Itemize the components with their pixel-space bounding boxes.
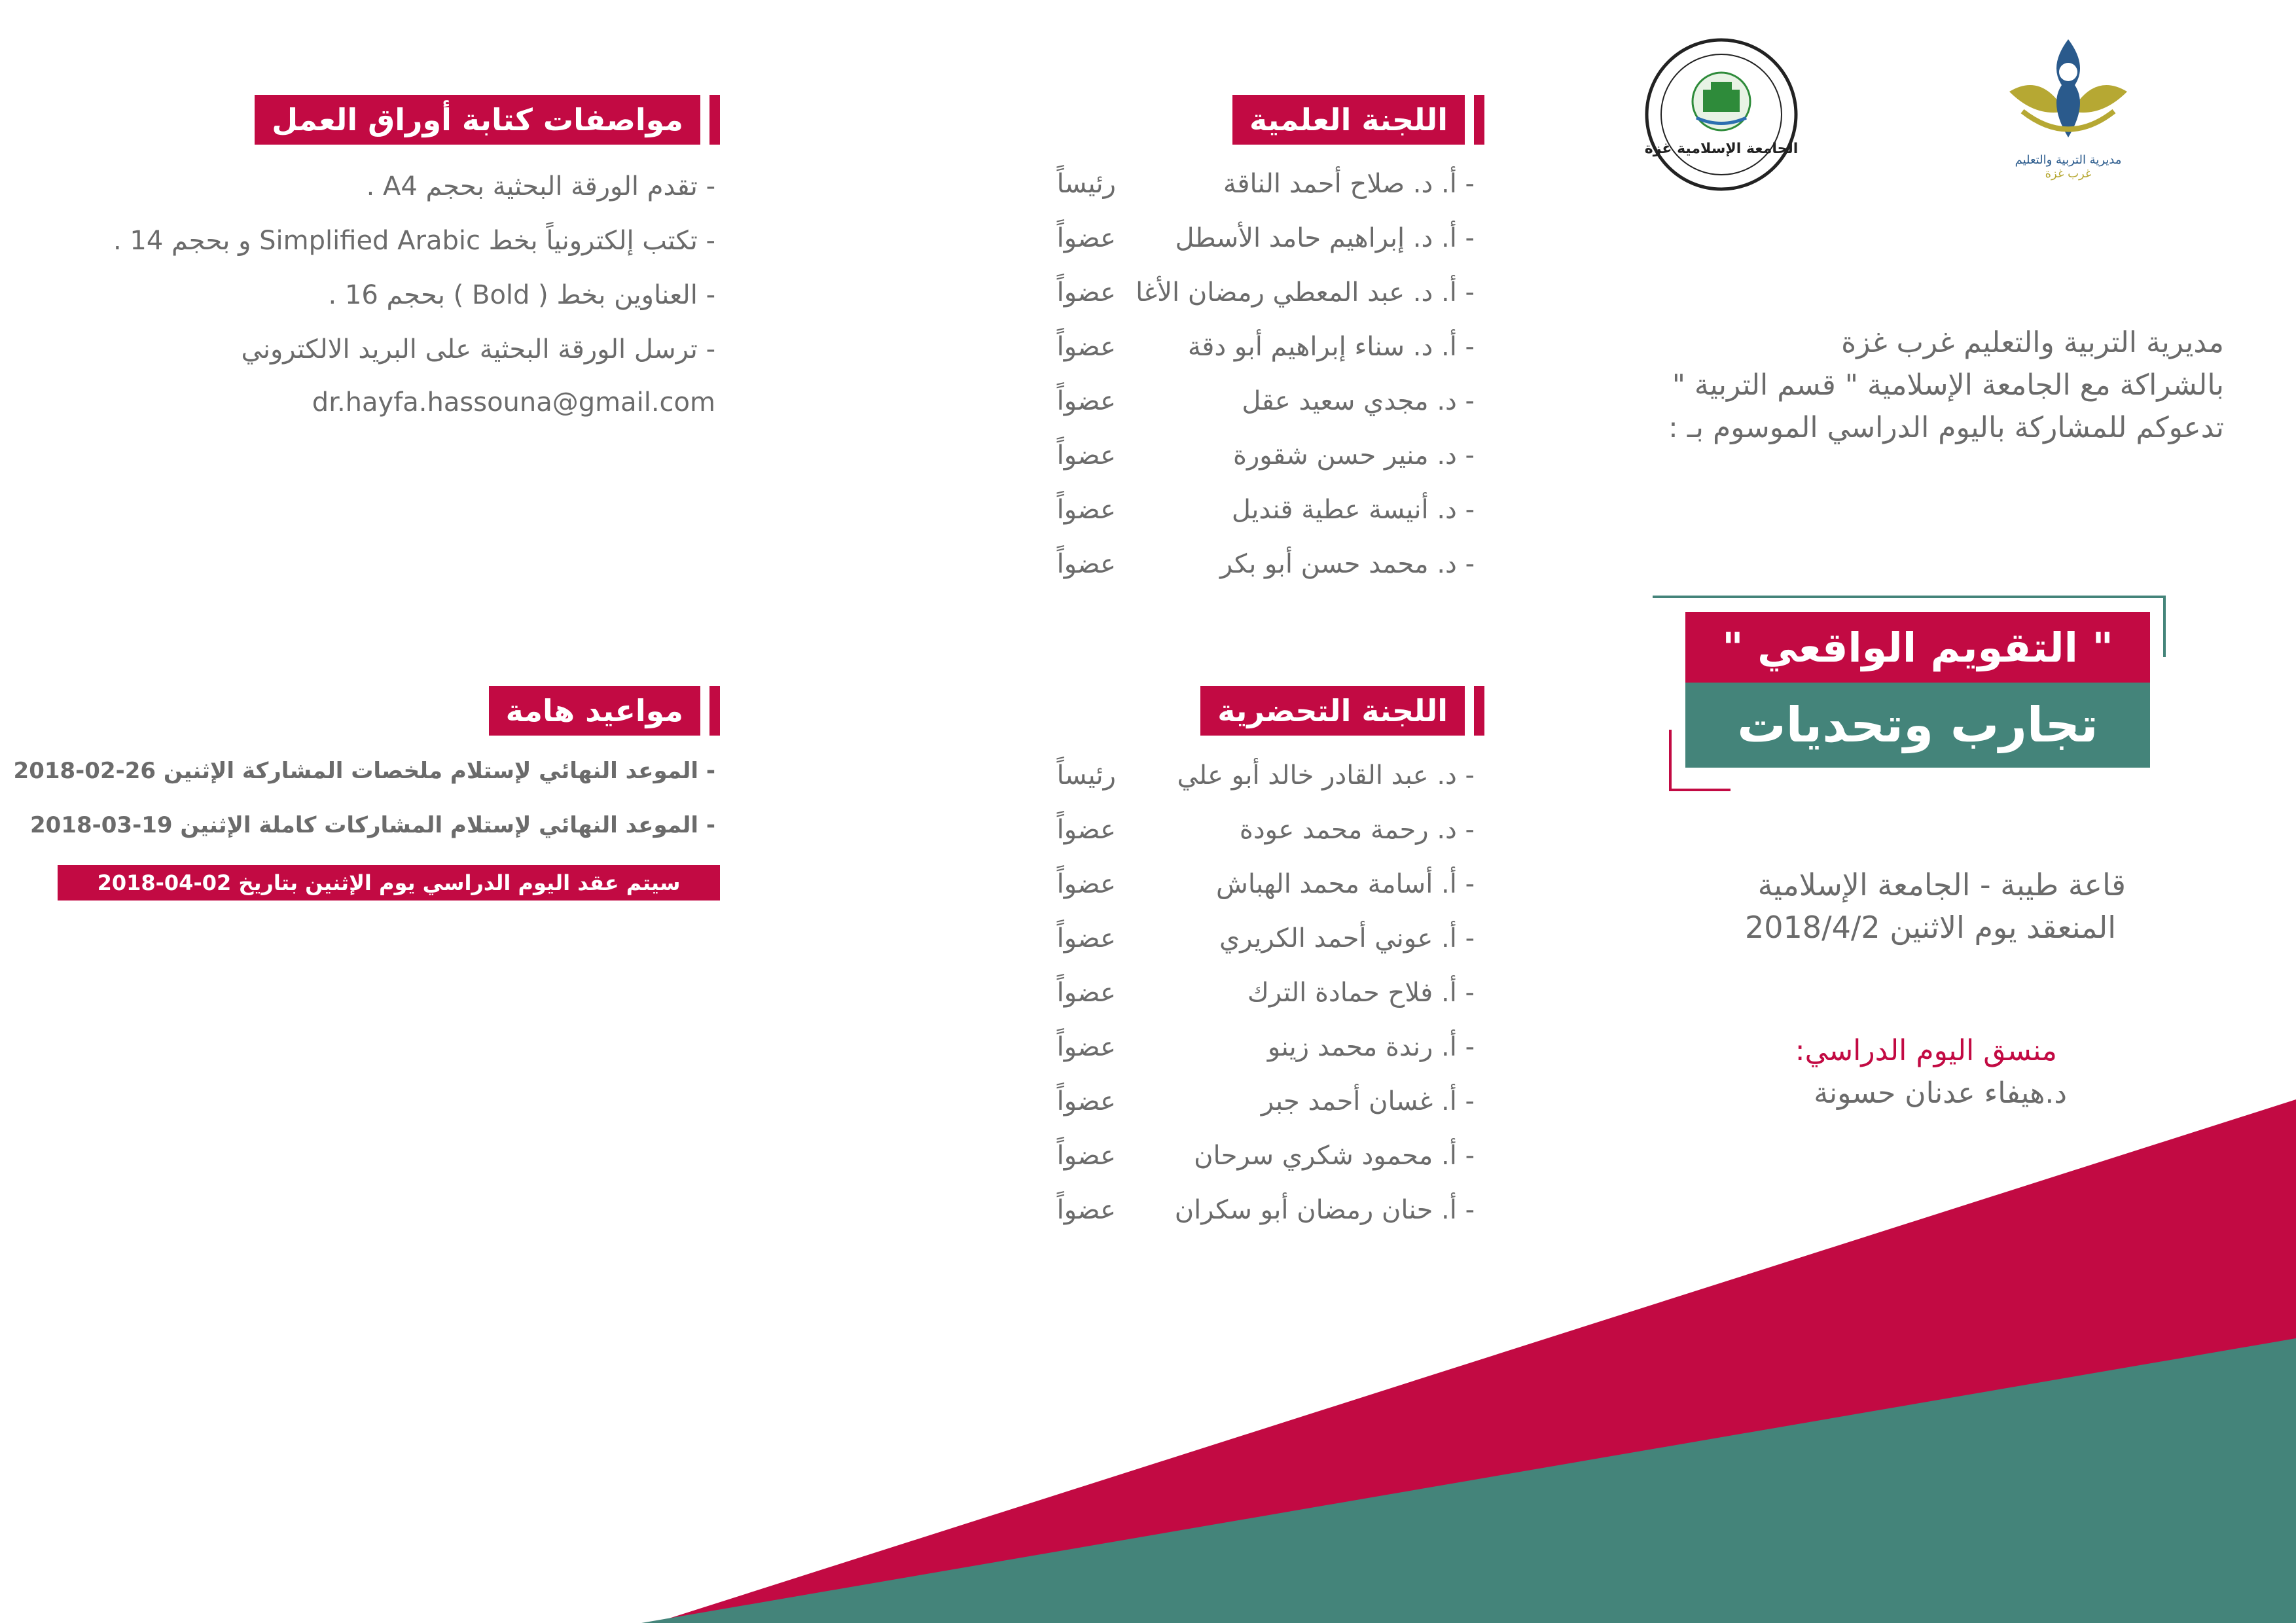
preparatory-member-role: عضواً [1056,815,1116,845]
date-item-2: - الموعد النهائي لإستلام المشاركات كاملة الإثنين 19-03-2018 [30,812,715,838]
preparatory-member-name: - أ. غسان أحمد جبر [1261,1086,1475,1116]
preparatory-member-name: - د. رحمة محمد عودة [1239,815,1475,845]
date-item-1: - الموعد النهائي لإستلام ملخصات المشاركة الإثنين 26-02-2018 [13,758,715,784]
header-accent-bar [1474,95,1484,145]
scientific-member-role: عضواً [1056,440,1116,471]
intro-line-2: بالشراكة مع الجامعة الإسلامية " قسم التربية " [1672,368,2224,402]
coordinator-label: منسق اليوم الدراسي: [1795,1034,2057,1067]
preparatory-member-name: - أ. عوني أحمد الكريري [1219,923,1475,954]
coordinator-name: د.هيفاء عدنان حسونة [1814,1077,2067,1110]
venue-line-1: قاعة طيبة - الجامعة الإسلامية [1757,867,2126,902]
preparatory-member-role: عضواً [1056,869,1116,899]
directorate-emblem-icon [2003,33,2134,151]
preparatory-member-role: عضواً [1056,978,1116,1008]
dates-title: مواعيد هامة [489,686,700,736]
title-sub: تجارب وتحديات [1737,697,2098,753]
directorate-logo [2003,33,2134,190]
preparatory-member-name: - أ. فلاح حمادة الترك [1247,978,1475,1008]
header-accent-bar [1474,686,1484,736]
preparatory-member-name: - د. عبد القادر خالد أبو علي [1177,760,1475,791]
directorate-logo-sub: غرب غزة [2045,167,2092,181]
scientific-member-role: عضواً [1056,495,1116,525]
preparatory-committee-header [1200,686,1484,736]
specs-header [255,95,720,145]
scientific-committee-header [1232,95,1484,145]
dates-header [489,686,720,736]
directorate-logo-text: مديرية التربية والتعليم [2015,153,2122,167]
scientific-member-name: - أ. د. عبد المعطي رمضان الأغا [1136,277,1475,308]
event-banner-text: سيتم عقد اليوم الدراسي يوم الإثنين بتاريخ 02-04-2018 [97,870,681,895]
scientific-member-name: - د. منير حسن شقورة [1232,440,1475,471]
preparatory-member-role: عضواً [1056,1141,1116,1171]
scientific-member-role: عضواً [1056,549,1116,579]
scientific-member-role: عضواً [1056,277,1116,308]
preparatory-member-role: رئيساً [1056,760,1116,791]
intro-line-3: تدعوكم للمشاركة باليوم الدراسي الموسوم بـ : [1668,411,2224,444]
scientific-member-role: رئيساً [1056,169,1116,199]
preparatory-member-role: عضواً [1056,1032,1116,1062]
venue-line-2: المنعقد يوم الاثنين 2018/4/2 [1745,910,2116,945]
preparatory-committee-title: اللجنة التحضرية [1200,686,1465,736]
spec-email[interactable]: dr.hayfa.hassouna@gmail.com [312,387,715,418]
header-accent-bar [709,95,720,145]
scientific-member-name: - أ. د. صلاح أحمد الناقة [1223,169,1475,199]
scientific-member-name: - أ. د. سناء إبراهيم أبو دقة [1187,332,1475,362]
preparatory-member-name: - أ. رندة محمد زينو [1267,1032,1475,1062]
preparatory-member-role: عضواً [1056,1086,1116,1116]
title-main: " التقويم الواقعي " [1722,623,2113,671]
university-seal [1643,36,1800,193]
spec-item-1: - تقدم الورقة البحثية بحجم A4 . [366,171,715,202]
title-frame-bottom [1669,730,1731,791]
specs-title: مواصفات كتابة أوراق العمل [255,95,700,145]
preparatory-member-role: عضواً [1056,923,1116,954]
preparatory-member-name: - أ. حنان رمضان أبو سكران [1174,1195,1475,1225]
preparatory-member-name: - أ. محمود شكري سرحان [1194,1141,1475,1171]
scientific-member-name: - د. محمد حسن أبو بكر [1220,549,1475,579]
scientific-committee-title: اللجنة العلمية [1232,95,1465,145]
title-sub-banner [1685,683,2150,768]
header-accent-bar [709,686,720,736]
scientific-member-role: عضواً [1056,386,1116,416]
university-seal-text: الجامعة الإسلامية غزة [1644,141,1799,157]
preparatory-member-role: عضواً [1056,1195,1116,1225]
scientific-member-role: عضواً [1056,332,1116,362]
event-banner [58,865,720,901]
spec-item-3: - العناوين بخط ( Bold ) بحجم 16 . [328,280,715,310]
scientific-member-name: - د. مجدي سعيد عقل [1242,386,1475,416]
scientific-member-name: - أ. د. إبراهيم حامد الأسطل [1175,223,1475,253]
preparatory-member-name: - أ. أسامة محمد الهباش [1216,869,1475,899]
title-main-banner [1685,612,2150,683]
intro-line-1: مديرية التربية والتعليم غرب غزة [1841,326,2224,359]
university-seal-icon [1643,36,1800,193]
scientific-member-role: عضواً [1056,223,1116,253]
spec-item-4: - ترسل الورقة البحثية على البريد الالكتروني [241,334,715,365]
spec-item-2: - تكتب إلكترونياً بخط Simplified Arabic و بحجم 14 . [113,226,715,256]
scientific-member-name: - د. أنيسة عطية قنديل [1231,495,1475,525]
